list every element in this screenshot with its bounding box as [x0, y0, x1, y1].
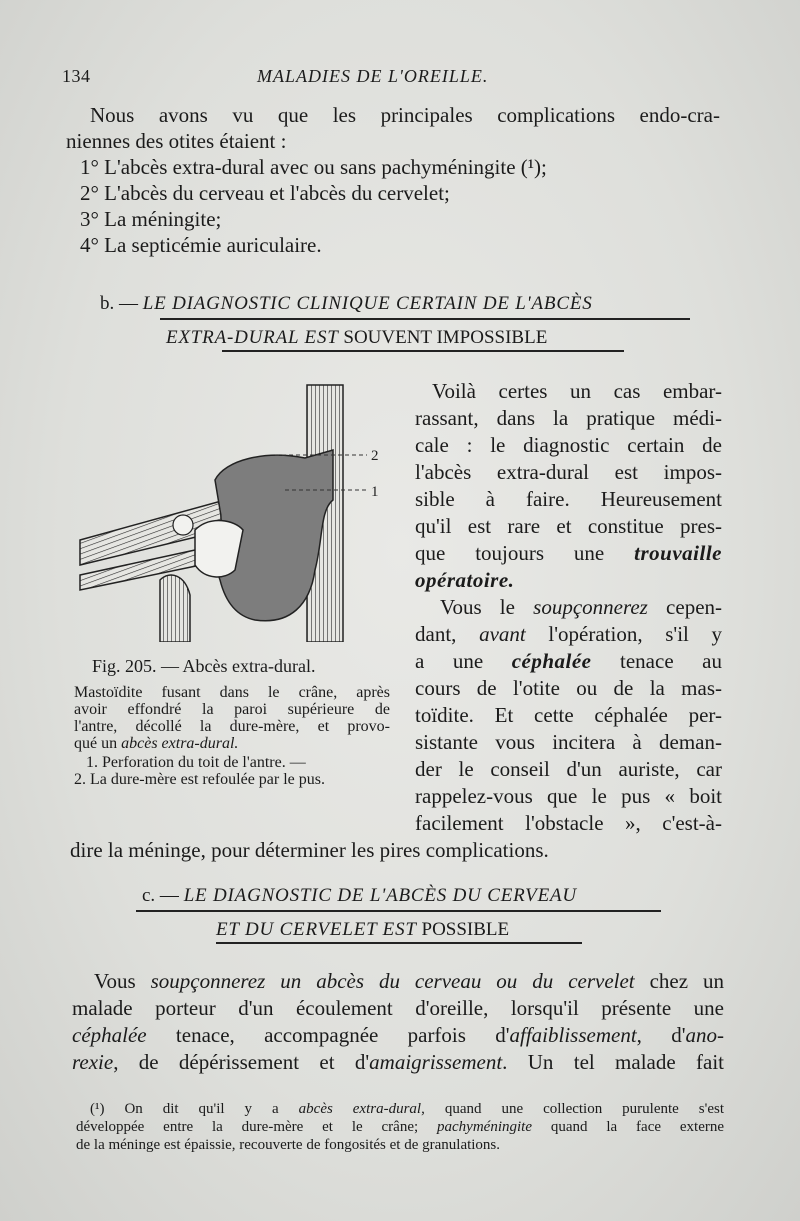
heading-underline — [222, 350, 624, 352]
list-item: 3° La méningite; — [80, 207, 222, 231]
running-title: MALADIES DE L'OREILLE. — [257, 66, 489, 86]
heading-underline — [160, 318, 690, 320]
running-header — [62, 66, 742, 90]
footnote-line: de la méninge est épaissie, recouverte de fongosités et de granulations. — [76, 1137, 501, 1153]
column-line: facilement l'obstacle », c'est-à- — [415, 811, 722, 835]
footnote-line: (¹) On dit qu'il y a abcès extra-dural, quand une collection purulente s'est — [90, 1101, 724, 1117]
figure-label-1: 1 — [371, 484, 379, 500]
list-item: 2° L'abcès du cerveau et l'abcès du cervelet; — [80, 181, 450, 205]
footnote-line: développée entre la dure-mère et le crâne; pachyméningite quand la face externe — [76, 1119, 725, 1135]
section-b-heading-line-1: b. — LE DIAGNOSTIC CLINIQUE CERTAIN DE L'ABCÈS — [100, 293, 593, 314]
intro-line-1: Nous avons vu que les principales complications endo-cra- — [90, 103, 720, 127]
column-line: rassant, dans la pratique médi- — [415, 406, 722, 430]
figure-label-2: 2 — [371, 448, 379, 464]
heading-underline — [136, 910, 661, 912]
section-b-last-line: dire la méninge, pour déterminer les pires complications. — [70, 838, 549, 862]
column-line: l'abcès extra-dural est impos- — [415, 460, 722, 484]
section-c-heading-line-2: ET DU CERVELET EST POSSIBLE — [216, 919, 510, 940]
figure-caption-line: l'antre, décollé la dure-mère, et provo- — [74, 718, 390, 735]
figure-illustration — [75, 380, 395, 642]
intro-line-2: niennes des otites étaient : — [66, 129, 287, 153]
column-line: der le conseil d'un auriste, car — [415, 757, 722, 781]
column-line: cale : le diagnostic certain de — [415, 433, 722, 457]
column-line: sistante vous incitera à deman- — [415, 730, 722, 754]
column-line: qu'il est rare et constitue pres- — [415, 514, 722, 538]
figure-caption-line: Mastoïdite fusant dans le crâne, après — [74, 684, 390, 701]
section-c-line: malade porteur d'un écoulement d'oreille, lorsqu'il présente une — [72, 996, 724, 1020]
column-line: a une céphalée tenace au — [415, 649, 722, 673]
figure-caption-line: avoir effondré la paroi supérieure de — [74, 701, 390, 718]
column-line: Vous le soupçonnerez cepen- — [440, 595, 723, 619]
page-number: 134 — [62, 66, 91, 86]
column-line: opératoire. — [415, 568, 515, 592]
section-c-line: rexie, de dépérissement et d'amaigrissement. Un tel malade fait — [72, 1050, 724, 1074]
column-line: rappelez-vous que le pus « boit — [415, 784, 722, 808]
section-c-line: Vous soupçonnerez un abcès du cerveau ou du cervelet chez un — [94, 969, 725, 993]
list-item: 1° L'abcès extra-dural avec ou sans pachyméningite (¹); — [80, 155, 547, 179]
column-line: cours de l'otite ou de la mas- — [415, 676, 722, 700]
section-c-heading-line-1: c. — LE DIAGNOSTIC DE L'ABCÈS DU CERVEAU — [142, 885, 577, 906]
figure-caption-title: Fig. 205. — Abcès extra-dural. — [92, 656, 316, 676]
column-line: toïdite. Et cette céphalée per- — [415, 703, 722, 727]
section-b-heading-line-2: EXTRA-DURAL EST SOUVENT IMPOSSIBLE — [166, 327, 548, 348]
column-line: dant, avant l'opération, s'il y — [415, 622, 723, 646]
column-line: sible à faire. Heureusement — [415, 487, 722, 511]
figure-caption-line: qué un abcès extra-dural. — [74, 735, 239, 752]
figure-legend-1: 1. Perforation du toit de l'antre. — — [86, 754, 306, 771]
column-line: Voilà certes un cas embar- — [432, 379, 722, 403]
figure-legend-2: 2. La dure-mère est refoulée par le pus. — [74, 771, 325, 788]
column-line: que toujours une trouvaille — [415, 541, 722, 565]
heading-underline — [216, 942, 582, 944]
list-item: 4° La septicémie auriculaire. — [80, 233, 322, 257]
section-c-line: céphalée tenace, accompagnée parfois d'affaiblissement, d'ano- — [72, 1023, 724, 1047]
